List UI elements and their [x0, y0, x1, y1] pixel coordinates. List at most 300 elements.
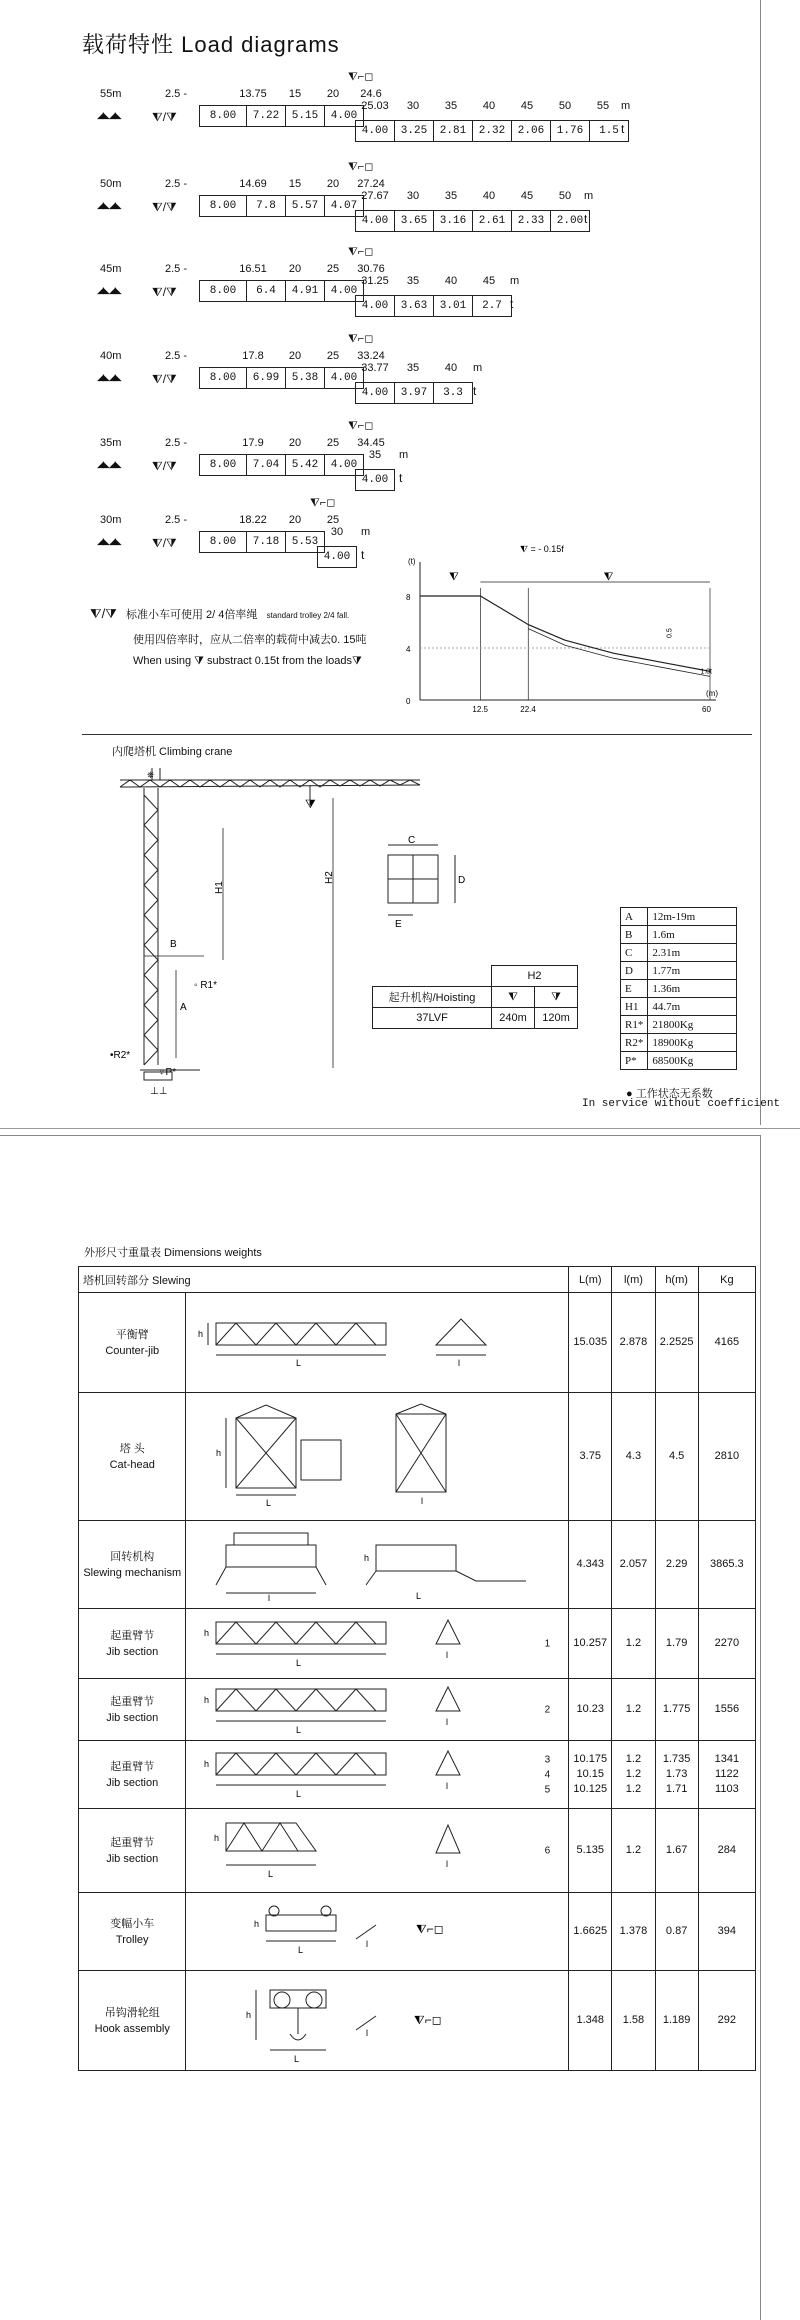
load-cells-4fall [318, 546, 357, 568]
load-value: 4.00 [324, 454, 364, 476]
svg-text:⧩: ⧩ [305, 797, 316, 811]
hoisting-table: H2 起升机构/Hoisting ⧨ ⧩ 37LVF 240m 120m [372, 965, 578, 1029]
hook-pair-icon: ⧨/⧩ [152, 200, 177, 214]
jib-symbol-icon: ◢◣◢◣ [97, 285, 121, 295]
hook-transition-icon: ⧨⌐◻ [348, 246, 374, 258]
component-name: 吊钩滑轮组 Hook assembly [79, 1971, 186, 2071]
range-start: 2.5 - [165, 514, 188, 526]
component-name: 起重臂节 Jib section [79, 1679, 186, 1741]
unit-t: t [621, 122, 625, 136]
note-substract: When using ⧩ substract 0.15t from the loads⧩ [133, 655, 362, 667]
climbing-crane-title: 内爬塔机 Climbing crane [112, 746, 233, 758]
drop-label: 0.5 [666, 628, 674, 638]
load-value: 3.97 [394, 382, 434, 404]
svg-text:L: L [294, 2054, 300, 2064]
load-value: 6.4 [246, 280, 286, 302]
load-cells-4fall [356, 120, 629, 142]
svg-text:L: L [416, 1591, 422, 1601]
jib-length: 55m [100, 88, 122, 100]
unit-m: m [399, 449, 409, 461]
distance-value: 30.76 [357, 263, 385, 275]
distance-value: 20 [288, 437, 302, 449]
distance-labels [230, 88, 390, 100]
load-cells [200, 367, 364, 389]
unit-t: t [510, 297, 514, 311]
component-name: 起重臂节 Jib section [79, 1609, 186, 1679]
range-start: 2.5 - [165, 88, 188, 100]
distance-value: 45 [482, 275, 496, 287]
note-four-fall: 使用四倍率时，应从二倍率的载荷中减去0. 15吨 [133, 634, 367, 646]
service-note-en: In service without coefficient [582, 1098, 781, 1110]
load-value: 2.33 [511, 210, 551, 232]
note-standard-trolley: ⧨/⧩ 标准小车可使用 2/ 4倍率绳 standard trolley 2/4 fall. [90, 606, 350, 621]
spec-value: 1.36m [648, 980, 737, 998]
component-drawing [186, 1521, 569, 1609]
svg-text:L: L [296, 1725, 302, 1735]
svg-text:B: B [170, 939, 177, 950]
unit-t: t [399, 471, 403, 485]
svg-text:H2: H2 [324, 871, 335, 884]
dimension-row [79, 1741, 756, 1809]
unit-m: m [621, 100, 631, 112]
load-cells-4fall [356, 295, 512, 317]
load-cells [200, 531, 325, 553]
component-name: 起重臂节 Jib section [79, 1809, 186, 1893]
distance-value: 40 [444, 275, 458, 287]
distance-value: 30 [406, 100, 420, 112]
distance-value: 50 [558, 100, 572, 112]
hook-transition-icon: ⧨⌐◻ [310, 497, 336, 509]
spec-key: R1* [621, 1016, 648, 1034]
component-name: 平衡臂 Counter-jib [79, 1293, 186, 1393]
spec-key: E [621, 980, 648, 998]
spec-key: P* [621, 1052, 648, 1070]
spec-value: 21800Kg [648, 1016, 737, 1034]
dim-l: 1.6625 [569, 1893, 612, 1971]
svg-text:A: A [180, 1002, 187, 1013]
curve-legend: ⧨ = - 0.15f [520, 544, 564, 554]
load-value: 7.22 [246, 105, 286, 127]
unit-t: t [473, 384, 477, 398]
dim-h: 2.29 [655, 1521, 698, 1609]
y-tick-label: 8 [406, 593, 411, 602]
load-value: 2.7 [472, 295, 512, 317]
service-note-cn: ● 工作状态无系数 [626, 1088, 713, 1100]
load-value: 3.3 [433, 382, 473, 404]
svg-text:l: l [421, 1496, 424, 1506]
distance-value: 55 [596, 100, 610, 112]
dimension-row [79, 1971, 756, 2071]
spec-key: A [621, 908, 648, 926]
spec-key: D [621, 962, 648, 980]
dim-l: 1.2 [612, 1809, 655, 1893]
dim-l: 2.878 [612, 1293, 655, 1393]
svg-text:L: L [266, 1498, 272, 1508]
distance-value: 35 [406, 362, 420, 374]
section-divider [82, 734, 752, 735]
component-drawing [186, 1679, 569, 1741]
distance-labels-4fall [356, 362, 470, 374]
jib-symbol-icon: ◢◣◢◣ [97, 110, 121, 120]
x-unit: (m) [706, 689, 718, 698]
component-drawing [186, 1971, 569, 2071]
section-index: 2 [544, 1704, 551, 1715]
svg-text:h: h [204, 1759, 210, 1769]
hook-transition-icon: ⧨⌐◻ [348, 333, 374, 345]
hook-icon: ⧩ [194, 655, 204, 667]
dimensions-title: 外形尺寸重量表 Dimensions weights [84, 1247, 262, 1259]
distance-value: 31.25 [361, 275, 389, 287]
svg-text:H1: H1 [214, 881, 225, 894]
x-tick-label: 22.4 [520, 705, 536, 714]
component-drawing [186, 1293, 569, 1393]
spec-key: C [621, 944, 648, 962]
distance-labels-4fall [318, 526, 356, 538]
load-cells [200, 105, 364, 127]
dim-h: 2.2525 [655, 1293, 698, 1393]
dim-h: 1.79 [655, 1609, 698, 1679]
y-tick-label: 0 [406, 697, 411, 706]
hook-transition-icon: ⧨⌐◻ [348, 420, 374, 432]
svg-text:l: l [268, 1593, 271, 1603]
spec-value: 44.7m [648, 998, 737, 1016]
component-name: 塔 头 Cat-head [79, 1393, 186, 1521]
hook-icon: ⧩ [351, 655, 362, 667]
load-value: 6.99 [246, 367, 286, 389]
load-value: 3.01 [433, 295, 473, 317]
hook-2fall-icon: ⧨ [508, 990, 518, 1003]
dim-kg: 2270 [698, 1609, 755, 1679]
load-value: 2.61 [472, 210, 512, 232]
component-drawing [186, 1609, 569, 1679]
svg-text:L: L [298, 1945, 304, 1955]
spec-row [621, 1034, 737, 1052]
distance-value: 30 [406, 190, 420, 202]
dim-l: 1.2 1.2 1.2 [612, 1741, 655, 1809]
dim-l: 10.175 10.15 10.125 [569, 1741, 612, 1809]
dimension-row [79, 1893, 756, 1971]
dim-l: 1.2 [612, 1609, 655, 1679]
dim-h: 1.775 [655, 1679, 698, 1741]
dimension-row [79, 1809, 756, 1893]
range-start: 2.5 - [165, 350, 188, 362]
load-value: 2.32 [472, 120, 512, 142]
distance-value: 20 [326, 88, 340, 100]
distance-value: 15 [288, 88, 302, 100]
load-cells [200, 195, 364, 217]
load-value: 4.00 [355, 469, 395, 491]
dim-l: 2.057 [612, 1521, 655, 1609]
svg-text:L: L [268, 1869, 274, 1879]
distance-labels-4fall [356, 449, 394, 461]
svg-text:L: L [296, 1789, 302, 1799]
section-index: 6 [544, 1845, 551, 1856]
range-start: 2.5 - [165, 263, 188, 275]
load-value: 7.18 [246, 531, 286, 553]
jib-length: 40m [100, 350, 122, 362]
distance-value: 34.45 [357, 437, 385, 449]
distance-value: 20 [288, 263, 302, 275]
dimension-row [79, 1293, 756, 1393]
jib-length: 30m [100, 514, 122, 526]
distance-value: 30 [330, 526, 344, 538]
load-value: 5.42 [285, 454, 325, 476]
hook-pair-icon: ⧨/⧩ [152, 536, 177, 550]
dim-kg: 2810 [698, 1393, 755, 1521]
svg-text:h: h [204, 1695, 210, 1705]
distance-value: 35 [406, 275, 420, 287]
distance-value: 35 [368, 449, 382, 461]
distance-value: 17.9 [242, 437, 264, 449]
load-value: 4.07 [324, 195, 364, 217]
dim-l: 5.135 [569, 1809, 612, 1893]
load-value: 2.00 [550, 210, 590, 232]
dim-kg: 394 [698, 1893, 755, 1971]
svg-text:E: E [395, 919, 402, 930]
svg-text:⧨⌐◻: ⧨⌐◻ [416, 1922, 445, 1936]
load-cells-4fall [356, 210, 590, 232]
jib-symbol-icon: ◢◣◢◣ [97, 536, 121, 546]
distance-labels [230, 514, 352, 526]
distance-labels [230, 178, 390, 190]
distance-value: 14.69 [239, 178, 267, 190]
unit-m: m [473, 362, 483, 374]
spec-value: 18900Kg [648, 1034, 737, 1052]
load-value: 8.00 [199, 105, 247, 127]
dim-l: 10.257 [569, 1609, 612, 1679]
spec-value: 68500Kg [648, 1052, 737, 1070]
dim-kg: 1341 1122 1103 [698, 1741, 755, 1809]
load-cells-4fall [356, 469, 395, 491]
hook-pair-icon: ⧨/⧩ [152, 459, 177, 473]
load-curve-chart [400, 540, 740, 720]
unit-t: t [584, 212, 588, 226]
distance-labels-4fall [356, 190, 584, 202]
hook-pair-icon: ⧨/⧩ [152, 110, 177, 124]
dim-l: 4.3 [612, 1393, 655, 1521]
load-value: 1.5 [589, 120, 629, 142]
dim-l: 1.378 [612, 1893, 655, 1971]
load-value: 4.91 [285, 280, 325, 302]
spec-row [621, 962, 737, 980]
dimensions-table: 塔机回转部分 Slewing L(m) l(m) h(m) Kg 平衡臂 Counter-jib L h l 15.035 2.878 2.2525 4165 塔 头 Cat-head L h l 3.75 4.3 4.5 2810 回转机构 Slewing mechanism l h L 4.343 2.057 2.29 3865.3 起重臂节 Jib section L h l 1 10.257 1.2 1.79 2270 起重臂节 Jib section L h l 2 10.23 1.2 1.775 1556 起重臂节 Jib section L h l 3 4 5 10.175 10.15 10.125 1.2 1.2 1.2 1.735 1.73 1.71 1341 1122 1103 起重臂节 Jib section L h l 6 5.135 1.2 1.67 284 变幅小车 Trolley L h l ⧨⌐◻ 1.6625 1.378 0.87 394 吊钩滑轮组 Hook assembly L h l ⧨⌐◻ 1.348 1.58 1.189 292 [78, 1266, 756, 2071]
distance-value: 15 [288, 178, 302, 190]
svg-text:◦ R1*: ◦ R1* [194, 980, 217, 991]
svg-text:h: h [198, 1329, 204, 1339]
svg-text:L: L [296, 1658, 302, 1668]
component-drawing [186, 1393, 569, 1521]
x-tick-label: 60 [702, 705, 711, 714]
load-value: 3.16 [433, 210, 473, 232]
distance-value: 33.24 [357, 350, 385, 362]
dim-l: 10.23 [569, 1679, 612, 1741]
distance-value: 25 [326, 263, 340, 275]
distance-value: 33.77 [361, 362, 389, 374]
svg-text:⧨⌐◻: ⧨⌐◻ [414, 2013, 443, 2027]
distance-value: 24.6 [360, 88, 382, 100]
load-value: 5.53 [285, 531, 325, 553]
distance-labels-4fall [356, 100, 622, 112]
svg-text:D: D [458, 875, 466, 886]
x-tick-label: 12.5 [472, 705, 488, 714]
load-value: 3.65 [394, 210, 434, 232]
load-value: 8.00 [199, 367, 247, 389]
hook-4fall-icon: ⧩ [551, 990, 561, 1003]
svg-text:h: h [216, 1448, 222, 1458]
jib-length: 50m [100, 178, 122, 190]
distance-value: 35 [444, 190, 458, 202]
distance-value: 27.67 [361, 190, 389, 202]
dim-kg: 292 [698, 1971, 755, 2071]
distance-labels-4fall [356, 275, 508, 287]
load-value: 5.15 [285, 105, 325, 127]
distance-value: 25 [326, 350, 340, 362]
spec-row [621, 998, 737, 1016]
svg-text:h: h [214, 1833, 220, 1843]
spec-key: R2* [621, 1034, 648, 1052]
dim-h: 1.735 1.73 1.71 [655, 1741, 698, 1809]
load-diagrams-title: 载荷特性 Load diagrams [82, 32, 340, 57]
load-cells-4fall [356, 382, 473, 404]
end-load-label: 1.0t [700, 668, 713, 676]
load-value: 4.00 [324, 367, 364, 389]
dim-l: 1.58 [612, 1971, 655, 2071]
load-cells [200, 280, 364, 302]
load-value: 7.8 [246, 195, 286, 217]
svg-text:l: l [446, 1650, 449, 1660]
dim-h: 1.67 [655, 1809, 698, 1893]
range-start: 2.5 - [165, 178, 188, 190]
spec-key: B [621, 926, 648, 944]
hook-pair-icon: ⧨/⧩ [152, 285, 177, 299]
distance-value: 45 [520, 190, 534, 202]
dim-kg: 3865.3 [698, 1521, 755, 1609]
svg-text:⛯: ⛯ [147, 770, 155, 780]
unit-m: m [584, 190, 594, 202]
svg-text:⊥⊥: ⊥⊥ [150, 1086, 168, 1097]
component-drawing [186, 1893, 569, 1971]
dim-l: 15.035 [569, 1293, 612, 1393]
dim-kg: 1556 [698, 1679, 755, 1741]
load-value: 1.76 [550, 120, 590, 142]
dimension-row [79, 1609, 756, 1679]
hook-transition-icon: ⧨⌐◻ [348, 161, 374, 173]
spec-value: 12m-19m [648, 908, 737, 926]
dim-l: 3.75 [569, 1393, 612, 1521]
distance-value: 35 [444, 100, 458, 112]
distance-value: 20 [288, 350, 302, 362]
section-index: 3 4 5 [544, 1754, 551, 1795]
load-value: 8.00 [199, 195, 247, 217]
component-drawing [186, 1741, 569, 1809]
load-value: 4.00 [355, 120, 395, 142]
distance-value: 25 [326, 514, 340, 526]
distance-value: 25 [326, 437, 340, 449]
hook-icon: ⧨ [603, 571, 614, 583]
svg-text:l: l [366, 2028, 369, 2038]
spec-row [621, 980, 737, 998]
unit-m: m [510, 275, 520, 287]
distance-labels [230, 350, 390, 362]
load-value: 4.00 [324, 105, 364, 127]
load-value: 8.00 [199, 531, 247, 553]
component-name: 变幅小车 Trolley [79, 1893, 186, 1971]
spec-row [621, 944, 737, 962]
spec-row [621, 1016, 737, 1034]
load-value: 5.38 [285, 367, 325, 389]
svg-text:•R2*: •R2* [110, 1050, 131, 1061]
distance-value: 40 [482, 190, 496, 202]
dim-h: 0.87 [655, 1893, 698, 1971]
hook-transition-icon: ⧨⌐◻ [348, 71, 374, 83]
dimension-row [79, 1521, 756, 1609]
load-value: 5.57 [285, 195, 325, 217]
load-value: 8.00 [199, 280, 247, 302]
distance-value: 45 [520, 100, 534, 112]
load-value: 2.81 [433, 120, 473, 142]
spec-key: H1 [621, 998, 648, 1016]
svg-text:♀P*: ♀P* [158, 1067, 177, 1078]
svg-text:C: C [408, 835, 416, 846]
distance-value: 16.51 [239, 263, 267, 275]
spec-row [621, 908, 737, 926]
component-name: 起重臂节 Jib section [79, 1741, 186, 1809]
load-value: 4.00 [324, 280, 364, 302]
jib-symbol-icon: ◢◣◢◣ [97, 372, 121, 382]
svg-text:l: l [458, 1358, 461, 1368]
dim-l: 1.348 [569, 1971, 612, 2071]
section-header: 塔机回转部分 Slewing [79, 1267, 569, 1293]
load-value: 3.25 [394, 120, 434, 142]
load-value: 7.04 [246, 454, 286, 476]
unit-t: t [361, 548, 365, 562]
dim-l: 4.343 [569, 1521, 612, 1609]
distance-value: 18.22 [239, 514, 267, 526]
hook-pair-icon: ⧨/⧩ [90, 606, 117, 621]
range-start: 2.5 - [165, 437, 188, 449]
component-drawing [186, 1809, 569, 1893]
load-value: 4.00 [355, 210, 395, 232]
jib-length: 35m [100, 437, 122, 449]
component-name: 回转机构 Slewing mechanism [79, 1521, 186, 1609]
svg-text:l: l [446, 1859, 449, 1869]
mast-section-plan [370, 835, 490, 935]
svg-text:h: h [204, 1628, 210, 1638]
dim-h: 1.189 [655, 1971, 698, 2071]
hook-icon: ⧨ [449, 571, 459, 583]
spec-row [621, 1052, 737, 1070]
hook-pair-icon: ⧨/⧩ [152, 372, 177, 386]
svg-text:l: l [446, 1717, 449, 1727]
distance-labels [230, 437, 390, 449]
svg-text:h: h [246, 2010, 252, 2020]
load-value: 4.00 [355, 295, 395, 317]
load-value: 3.63 [394, 295, 434, 317]
distance-value: 20 [326, 178, 340, 190]
dim-kg: 284 [698, 1809, 755, 1893]
distance-value: 40 [444, 362, 458, 374]
load-value: 4.00 [317, 546, 357, 568]
dim-l: 1.2 [612, 1679, 655, 1741]
svg-text:l: l [366, 1939, 369, 1949]
dimension-row [79, 1393, 756, 1521]
jib-length: 45m [100, 263, 122, 275]
load-cells [200, 454, 364, 476]
distance-labels [230, 263, 390, 275]
dim-kg: 4165 [698, 1293, 755, 1393]
spec-row [621, 926, 737, 944]
spec-value: 2.31m [648, 944, 737, 962]
